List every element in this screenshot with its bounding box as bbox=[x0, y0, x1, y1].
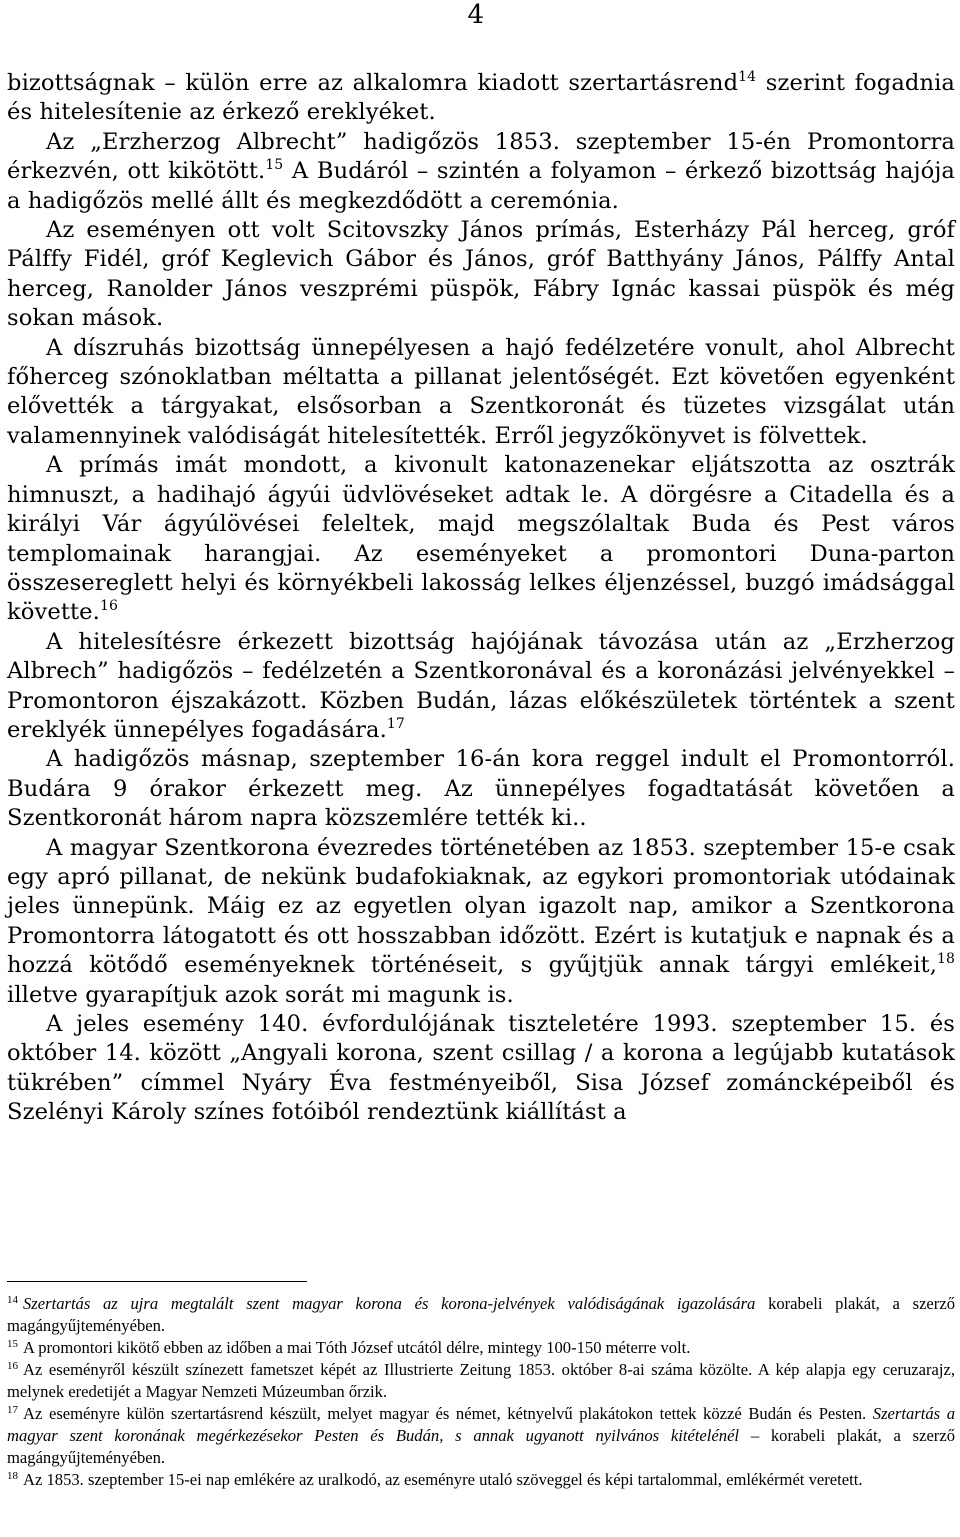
footnote-text: A promontori kikötő ebben az időben a mai Tóth József utcától délre, mintegy 100-150 méterre volt. bbox=[23, 1338, 691, 1357]
footnote-ref-18[interactable]: 18 bbox=[936, 951, 955, 968]
footnote-ref-15[interactable]: 15 bbox=[265, 157, 284, 174]
paragraph-6 bbox=[7, 628, 955, 746]
paragraph-text: Az „Erzherzog Albrecht” hadigőzös 1853. szeptember 15-én Promontorra érkezvén, ott kikötött. bbox=[7, 128, 955, 185]
paragraph-9: A jeles esemény 140. évfordulójának tiszteletére 1993. szeptember 15. és október 14. között „Angyali korona, szent csillag / a korona a legújabb kutatások tükrében” címmel Nyáry Éva festményeiből, Sisa József zománcképeiből és Szelényi Károly színes fotóiból rendeztünk kiállítást a bbox=[7, 1011, 955, 1126]
main-text bbox=[7, 69, 955, 1128]
footnote-italic-title: Szertartás a magyar szent koronának megérkezésekor Pesten és Budán, s annak ugyanott nyilvános kitételénél bbox=[7, 1404, 955, 1445]
paragraph-text: A hitelesítésre érkezett bizottság hajójának távozása után az „Erzherzog Albrech” hadigőzös – fedélzetén a Szentkoronával és a koronázási jelvényekkel – Promontoron éjszakázott. Közben Budán, lázas előkészületek történtek a szent ereklyék ünnepélyes fogadására. bbox=[7, 628, 955, 743]
paragraph-7: A hadigőzös másnap, szeptember 16-án kora reggel indult el Promontorról. Budára 9 órakor érkezett meg. Az ünnepélyes fogadtatását követően a Szentkoronát három napra közszemlére tették ki.. bbox=[7, 746, 955, 832]
footnotes bbox=[7, 1293, 955, 1491]
paragraph-text: A magyar Szentkorona évezredes történetében az 1853. szeptember 15-e csak egy apró pillanat, de nekünk budafokiaknak, az egykori promontoriak utódainak jeles ünnepünk. Máig ez az egyetlen olyan igazolt nap, amikor a Szentkorona Promontorra látogatott és ott hosszabban időzött. Ezért is kutatjuk e napnak és a hozzá kötődő eseményeknek történéseit, s gyűjtjük annak tárgyi emlékeit, bbox=[7, 834, 955, 979]
footnote-18 bbox=[7, 1469, 955, 1491]
footnote-16 bbox=[7, 1359, 955, 1403]
paragraph-8 bbox=[7, 834, 955, 1010]
paragraph-text: A prímás imát mondott, a kivonult katonazenekar eljátszotta az osztrák himnuszt, a hadihajó ágyúi üdvlövéseket adtak le. A dörgésre a Citadella és a királyi Vár ágyúlövései feleltek, majd megszólaltak Buda és Pest város templomainak harangjai. Az eseményeket a promontori Duna-parton összesereglett helyi és környékbeli lakosság lelkes éljenzéssel, buzgó imádsággal követte. bbox=[7, 452, 955, 626]
footnote-ref-17[interactable]: 17 bbox=[386, 715, 405, 732]
footnote-14 bbox=[7, 1293, 955, 1337]
footnote-number: 17 bbox=[7, 1404, 18, 1416]
footnote-text: Az eseményre külön szertartásrend készült, melyet magyar és német, kétnyelvű plakátokon tettek közzé Budán és Pesten. bbox=[23, 1404, 873, 1423]
footnote-number: 18 bbox=[7, 1470, 18, 1482]
paragraph-text: szerint fogadnia és hitelesítenie az érkező ereklyéket. bbox=[7, 70, 955, 126]
footnote-17 bbox=[7, 1403, 955, 1469]
footnote-text: – korabeli plakát, a szerző magángyűjteményében. bbox=[7, 1426, 955, 1467]
paragraph-4: A díszruhás bizottság ünnepélyesen a hajó fedélzetére vonult, ahol Albrecht főherceg szónoklatban méltatta a pillanat jelentőségét. Ezt követően egyenként elővették a tárgyakat, elsősorban a Szentkoronát és tüzetes vizsgálat után valamennyinek valódiságát hitelesítették. Erről jegyzőkönyvet is fölvettek. bbox=[7, 334, 955, 449]
paragraph-text: illetve gyarapítjuk azok sorát mi magunk is. bbox=[7, 981, 514, 1008]
paragraph-3: Az eseményen ott volt Scitovszky János prímás, Esterházy Pál herceg, gróf Pálffy Fidél, gróf Keglevich Gábor és János, gróf Batthyány János, Pálffy Antal herceg, Ranolder János veszprémi püspök, Fábry Ignác kassai püspök és még sokan mások. bbox=[7, 217, 955, 332]
paragraph-text: bizottságnak – külön erre az alkalomra kiadott szertartásrend bbox=[7, 70, 739, 96]
paragraph-5 bbox=[7, 451, 955, 627]
footnote-15 bbox=[7, 1337, 955, 1359]
footnote-separator bbox=[7, 1281, 307, 1282]
footnote-text: korabeli plakát, a szerző magángyűjteményében. bbox=[7, 1294, 955, 1335]
page-number: 4 bbox=[467, 0, 484, 30]
footnote-number: 16 bbox=[7, 1360, 18, 1372]
footnote-text: Az 1853. szeptember 15-ei nap emlékére az uralkodó, az eseményre utaló szöveggel és képi tartalommal, emlékérmét veretett. bbox=[23, 1470, 863, 1489]
footnote-number: 15 bbox=[7, 1338, 18, 1350]
paragraph-2 bbox=[7, 128, 955, 216]
paragraph-text: A Budáról – szintén a folyamon – érkező bizottság hajója a hadigőzös mellé állt és megkezdődött a ceremónia. bbox=[7, 158, 955, 214]
footnote-text: Az eseményről készült színezett fametszet képét az Illustrierte Zeitung 1853. október 8-ai száma közölte. A kép alapja egy ceruzarajz, melynek eredetijét a Magyar Nemzeti Múzeumban őrzik. bbox=[7, 1360, 955, 1401]
footnote-ref-14[interactable]: 14 bbox=[738, 69, 757, 85]
footnote-italic-title: Szertartás az ujra megtalált szent magyar korona és korona-jelvények valódiságának igazolására bbox=[23, 1294, 756, 1313]
footnote-ref-16[interactable]: 16 bbox=[99, 598, 118, 615]
footnote-number: 14 bbox=[7, 1294, 18, 1306]
paragraph-1 bbox=[7, 69, 955, 128]
